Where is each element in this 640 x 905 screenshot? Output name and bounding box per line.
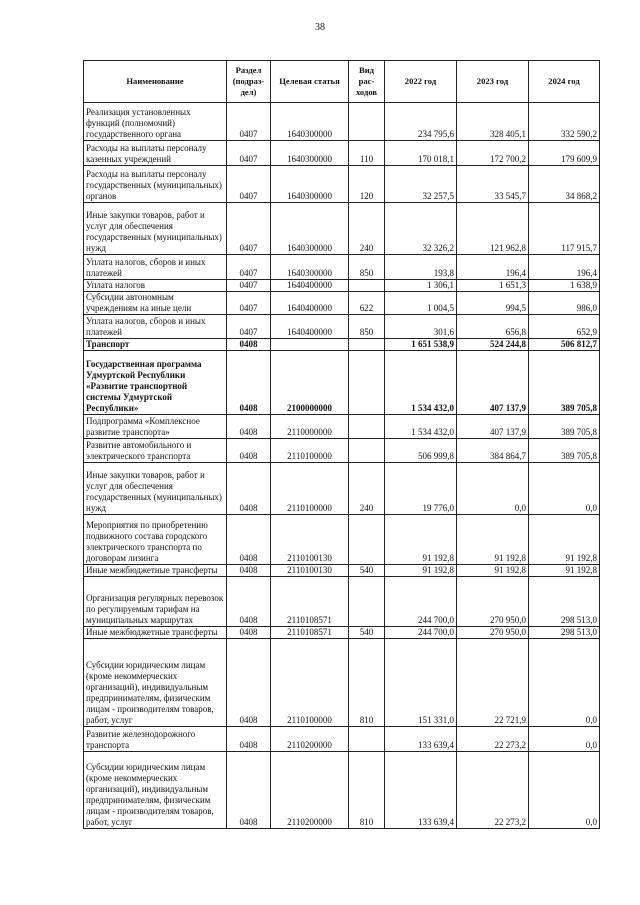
cell-2022: 133 639,4	[385, 727, 457, 752]
table-row	[84, 103, 600, 141]
cell-2024: 298 513,0	[529, 577, 600, 627]
cell-2022: 32 257,5	[385, 166, 457, 203]
cell-name-text: Развитие автомобильного и электрического транспорта	[86, 440, 192, 461]
cell-name-text: Расходы на выплаты персоналу казенных учреждений	[86, 143, 207, 164]
cell-target	[271, 339, 349, 351]
cell-2023: 22 721,9	[457, 639, 529, 727]
header-target: Целевая статья	[271, 61, 349, 103]
cell-target: 2110108571	[271, 577, 349, 627]
cell-2023: 384 864,7	[457, 439, 529, 463]
cell-kind: 622	[349, 292, 385, 315]
cell-name-text: Транспорт	[86, 339, 130, 349]
cell-name-text: Расходы на выплаты персоналу государственных (муниципальных) органов	[86, 169, 222, 201]
cell-2024: 298 513,0	[529, 627, 600, 639]
table-header-row	[84, 61, 600, 103]
cell-2023: 270 950,0	[457, 577, 529, 627]
cell-kind: 110	[349, 141, 385, 166]
cell-name	[84, 166, 227, 203]
cell-name-text: Уплата налогов	[86, 280, 146, 290]
cell-name	[84, 203, 227, 255]
cell-target: 2110200000	[271, 752, 349, 829]
table-row	[84, 280, 600, 292]
cell-kind	[349, 727, 385, 752]
cell-section: 0408	[227, 463, 271, 515]
cell-2023: 196,4	[457, 255, 529, 280]
cell-2024: 652,9	[529, 315, 600, 339]
cell-2022: 170 018,1	[385, 141, 457, 166]
cell-2024: 332 590,2	[529, 103, 600, 141]
table-row	[84, 415, 600, 439]
cell-2024: 91 192,8	[529, 565, 600, 577]
cell-target: 2110100130	[271, 515, 349, 565]
cell-2024: 506 812,7	[529, 339, 600, 351]
cell-name	[84, 752, 227, 829]
cell-kind: 850	[349, 315, 385, 339]
table-row	[84, 166, 600, 203]
cell-2022: 91 192,8	[385, 515, 457, 565]
cell-name	[84, 627, 227, 639]
cell-2023: 172 700,2	[457, 141, 529, 166]
cell-name	[84, 565, 227, 577]
cell-2023: 22 273,2	[457, 752, 529, 829]
cell-2024: 986,0	[529, 292, 600, 315]
cell-kind: 240	[349, 203, 385, 255]
cell-name-text: Субсидии автономным учреждениям на иные цели	[86, 292, 192, 313]
cell-2024: 117 915,7	[529, 203, 600, 255]
cell-target: 2110100000	[271, 439, 349, 463]
cell-kind	[349, 103, 385, 141]
cell-2022: 1 534 432,0	[385, 351, 457, 415]
cell-name	[84, 577, 227, 627]
cell-2023: 91 192,8	[457, 515, 529, 565]
cell-target: 1640300000	[271, 103, 349, 141]
cell-2024: 0,0	[529, 639, 600, 727]
cell-name-text: Государственная программа Удмуртской Республики «Развитие транспортной системы Удмуртской Республики»	[86, 359, 202, 413]
cell-target: 1640400000	[271, 280, 349, 292]
cell-section: 0408	[227, 627, 271, 639]
cell-2022: 151 331,0	[385, 639, 457, 727]
cell-2022: 133 639,4	[385, 752, 457, 829]
cell-2022: 19 776,0	[385, 463, 457, 515]
table-row	[84, 565, 600, 577]
cell-2024: 0,0	[529, 752, 600, 829]
table-row	[84, 351, 600, 415]
table-row	[84, 727, 600, 752]
cell-name	[84, 292, 227, 315]
cell-2024: 196,4	[529, 255, 600, 280]
table-row	[84, 639, 600, 727]
cell-name	[84, 103, 227, 141]
cell-name-text: Реализация установленных функций (полномочий) государственного органа	[86, 107, 191, 139]
cell-2024: 389 705,8	[529, 351, 600, 415]
cell-2022: 234 795,6	[385, 103, 457, 141]
cell-section: 0408	[227, 639, 271, 727]
cell-section: 0407	[227, 255, 271, 280]
cell-name-text: Субсидии юридическим лицам (кроме некоммерческих организаций), индивидуальным предпринимателям, физическим лицам - производителям товаров, работ, услуг	[86, 660, 214, 725]
table-row	[84, 141, 600, 166]
cell-section: 0407	[227, 166, 271, 203]
cell-section: 0408	[227, 727, 271, 752]
cell-name-text: Иные межбюджетные трансферты	[86, 627, 218, 637]
budget-table	[83, 60, 600, 829]
cell-section: 0408	[227, 577, 271, 627]
cell-2024: 0,0	[529, 463, 600, 515]
cell-name-text: Уплата налогов, сборов и иных платежей	[86, 257, 206, 278]
cell-2023: 328 405,1	[457, 103, 529, 141]
cell-kind: 120	[349, 166, 385, 203]
cell-target: 2110100000	[271, 463, 349, 515]
cell-2023: 994,5	[457, 292, 529, 315]
cell-name-text: Иные закупки товаров, работ и услуг для обеспечения государственных (муниципальных) нужд	[86, 470, 222, 513]
cell-kind	[349, 577, 385, 627]
cell-kind: 810	[349, 752, 385, 829]
cell-section: 0408	[227, 515, 271, 565]
table-row	[84, 439, 600, 463]
cell-name	[84, 141, 227, 166]
cell-name-text: Иные закупки товаров, работ и услуг для обеспечения государственных (муниципальных) нужд	[86, 210, 222, 253]
cell-target: 1640300000	[271, 203, 349, 255]
cell-2022: 1 306,1	[385, 280, 457, 292]
cell-kind	[349, 339, 385, 351]
cell-kind	[349, 280, 385, 292]
cell-name-text: Субсидии юридическим лицам (кроме некоммерческих организаций), индивидуальным предпринимателям, физическим лицам - производителям товаров, работ, услуг	[86, 762, 214, 827]
cell-kind: 810	[349, 639, 385, 727]
cell-name	[84, 439, 227, 463]
table-row	[84, 255, 600, 280]
cell-target: 1640300000	[271, 255, 349, 280]
cell-target: 2110108571	[271, 627, 349, 639]
table-row	[84, 515, 600, 565]
cell-2022: 32 326,2	[385, 203, 457, 255]
cell-2023: 270 950,0	[457, 627, 529, 639]
cell-2022: 244 700,0	[385, 627, 457, 639]
cell-section: 0407	[227, 103, 271, 141]
cell-2022: 1 534 432,0	[385, 415, 457, 439]
header-2022: 2022 год	[385, 61, 457, 103]
cell-section: 0407	[227, 315, 271, 339]
cell-section: 0408	[227, 565, 271, 577]
cell-name-text: Иные межбюджетные трансферты	[86, 565, 218, 575]
cell-2022: 1 651 538,9	[385, 339, 457, 351]
cell-kind: 540	[349, 565, 385, 577]
cell-2022: 506 999,8	[385, 439, 457, 463]
cell-2023: 91 192,8	[457, 565, 529, 577]
cell-name-text: Уплата налогов, сборов и иных платежей	[86, 316, 206, 337]
table-row	[84, 752, 600, 829]
cell-target: 2110100000	[271, 639, 349, 727]
cell-target: 2110100130	[271, 565, 349, 577]
cell-kind	[349, 439, 385, 463]
cell-kind	[349, 515, 385, 565]
cell-name	[84, 255, 227, 280]
cell-target: 2100000000	[271, 351, 349, 415]
cell-2022: 193,8	[385, 255, 457, 280]
cell-2023: 121 962,8	[457, 203, 529, 255]
cell-2022: 244 700,0	[385, 577, 457, 627]
cell-2024: 0,0	[529, 727, 600, 752]
cell-name	[84, 339, 227, 351]
cell-kind: 540	[349, 627, 385, 639]
table-row	[84, 463, 600, 515]
cell-2022: 1 004,5	[385, 292, 457, 315]
cell-2024: 1 638,9	[529, 280, 600, 292]
cell-2024: 34 868,2	[529, 166, 600, 203]
table-row	[84, 292, 600, 315]
cell-kind	[349, 351, 385, 415]
table-row	[84, 315, 600, 339]
header-name: Наименование	[84, 61, 227, 103]
cell-name-text: Организация регулярных перевозок по регулируемым тарифам на муниципальных маршрутах	[86, 593, 224, 625]
header-2024: 2024 год	[529, 61, 600, 103]
cell-section: 0408	[227, 439, 271, 463]
cell-2023: 407 137,9	[457, 415, 529, 439]
cell-name	[84, 351, 227, 415]
cell-name	[84, 280, 227, 292]
cell-2024: 389 705,8	[529, 439, 600, 463]
cell-2022: 91 192,8	[385, 565, 457, 577]
cell-name	[84, 515, 227, 565]
cell-name	[84, 315, 227, 339]
cell-target: 1640400000	[271, 315, 349, 339]
cell-kind: 850	[349, 255, 385, 280]
cell-section: 0407	[227, 203, 271, 255]
header-2023: 2023 год	[457, 61, 529, 103]
cell-name-text: Мероприятия по приобретению подвижного состава городского электрического транспорта по договорам лизинга	[86, 520, 208, 563]
cell-2023: 524 244,8	[457, 339, 529, 351]
cell-2024: 179 609,9	[529, 141, 600, 166]
cell-section: 0408	[227, 752, 271, 829]
cell-name	[84, 727, 227, 752]
cell-2023: 1 651,3	[457, 280, 529, 292]
cell-target: 1640300000	[271, 166, 349, 203]
header-kind: Вид рас-ходов	[349, 61, 385, 103]
cell-2022: 301,6	[385, 315, 457, 339]
header-section: Раздел (подраз-дел)	[227, 61, 271, 103]
cell-2024: 91 192,8	[529, 515, 600, 565]
cell-2023: 407 137,9	[457, 351, 529, 415]
table-row	[84, 339, 600, 351]
table-body	[84, 103, 600, 829]
table-row	[84, 577, 600, 627]
cell-section: 0407	[227, 141, 271, 166]
cell-name-text: Развитие железнодорожного транспорта	[86, 729, 196, 750]
cell-kind: 240	[349, 463, 385, 515]
cell-name	[84, 415, 227, 439]
cell-section: 0407	[227, 292, 271, 315]
cell-2023: 22 273,2	[457, 727, 529, 752]
cell-target: 2110000000	[271, 415, 349, 439]
cell-section: 0408	[227, 351, 271, 415]
cell-2024: 389 705,8	[529, 415, 600, 439]
cell-section: 0407	[227, 280, 271, 292]
cell-section: 0408	[227, 339, 271, 351]
cell-target: 2110200000	[271, 727, 349, 752]
cell-kind	[349, 415, 385, 439]
cell-2023: 33 545,7	[457, 166, 529, 203]
page-number: 38	[315, 22, 325, 33]
cell-target: 1640300000	[271, 141, 349, 166]
cell-name-text: Подпрограмма «Комплексное развитие транспорта»	[86, 416, 200, 437]
cell-name	[84, 639, 227, 727]
cell-2023: 656,8	[457, 315, 529, 339]
table-row	[84, 203, 600, 255]
cell-name	[84, 463, 227, 515]
table-row	[84, 627, 600, 639]
cell-target: 1640400000	[271, 292, 349, 315]
cell-section: 0408	[227, 415, 271, 439]
cell-2023: 0,0	[457, 463, 529, 515]
